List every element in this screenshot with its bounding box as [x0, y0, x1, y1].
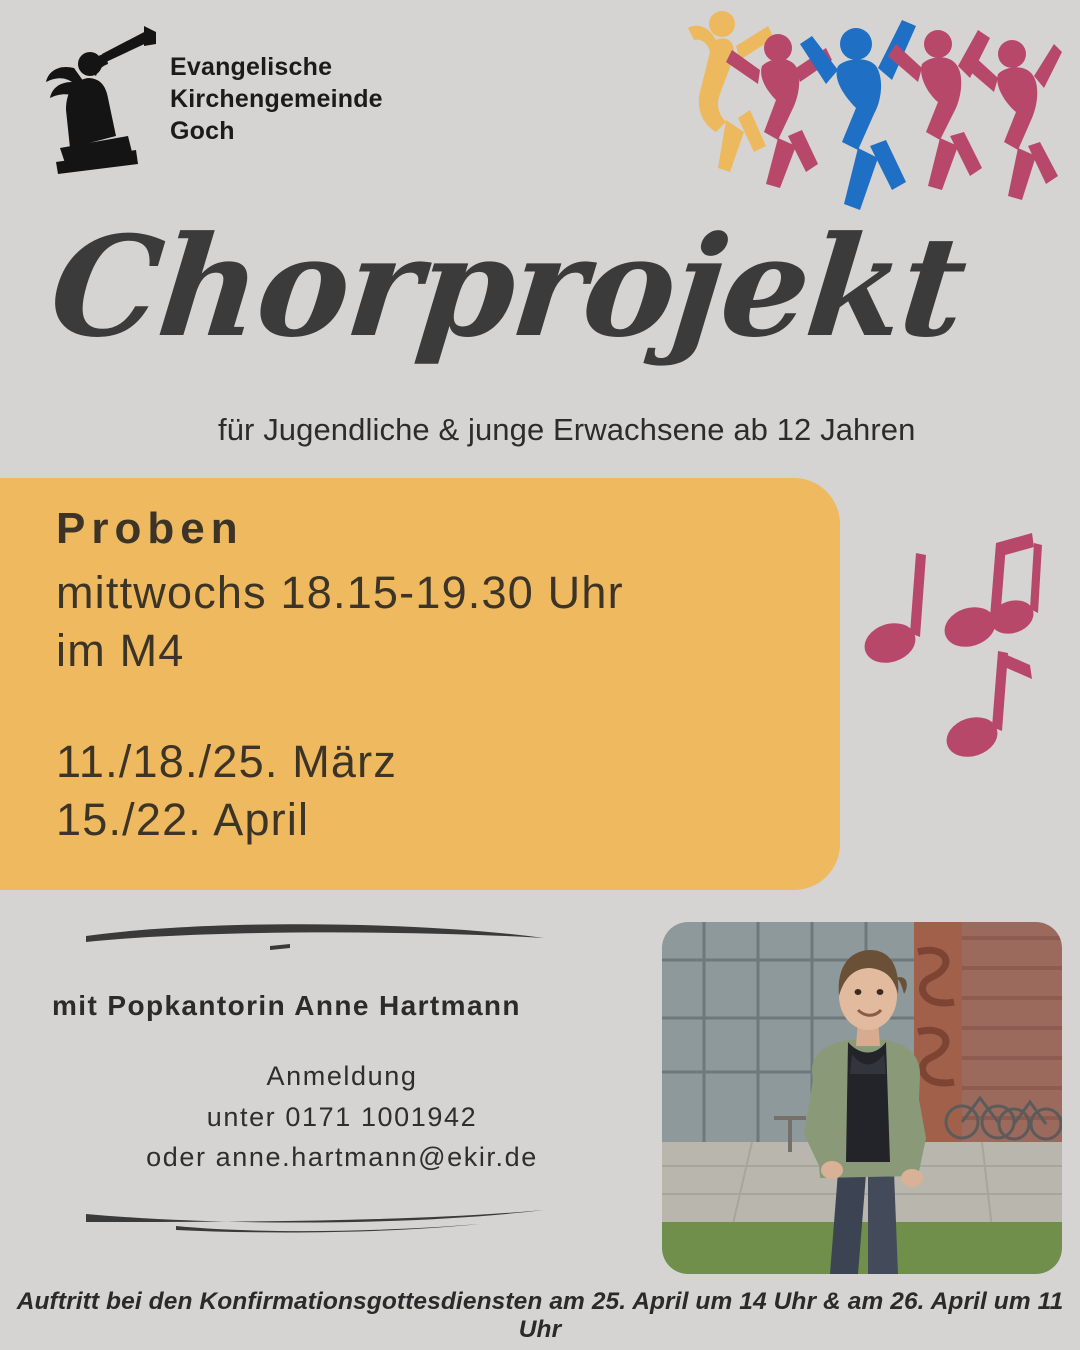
music-notes-icon	[862, 525, 1062, 795]
choir-leader: mit Popkantorin Anne Hartmann	[52, 990, 521, 1021]
signup-email: oder anne.hartmann@ekir.de	[146, 1142, 538, 1172]
signup-info	[52, 1056, 632, 1178]
organization-name-line1: Evangelische	[170, 53, 333, 81]
angel-with-trumpet-icon	[44, 24, 156, 174]
organization-logo	[44, 24, 383, 174]
swoosh-divider-bottom-icon	[80, 1200, 550, 1234]
panel-spacer	[56, 679, 624, 733]
jumping-people-silhouettes	[682, 0, 1062, 230]
organization-name-line2: Kirchengemeinde	[170, 85, 383, 113]
page-subtitle: für Jugendliche & junge Erwachsene ab 12 Jahren	[218, 412, 916, 447]
signup-line-1: Anmeldung	[266, 1061, 418, 1091]
panel-title: Proben	[56, 504, 244, 553]
leader-photo	[662, 922, 1062, 1274]
swoosh-divider-top-icon	[80, 920, 550, 954]
performance-note: Auftritt bei den Konfirmationsgottesdiensten am 25. April um 14 Uhr & am 26. April um 11 Uhr	[16, 1288, 1064, 1343]
signup-phone: unter 0171 1001942	[206, 1101, 478, 1132]
organization-name	[170, 51, 383, 147]
organization-name-line3: Goch	[170, 117, 235, 145]
page-title: Chorprojekt	[43, 205, 972, 368]
rehearsal-room: im M4	[56, 624, 185, 676]
rehearsal-info-panel	[0, 478, 840, 890]
rehearsal-dates-april: 15./22. April	[56, 793, 310, 845]
rehearsal-dates-march: 11./18./25. März	[56, 736, 398, 788]
rehearsal-time: mittwochs 18.15-19.30 Uhr	[56, 567, 624, 618]
